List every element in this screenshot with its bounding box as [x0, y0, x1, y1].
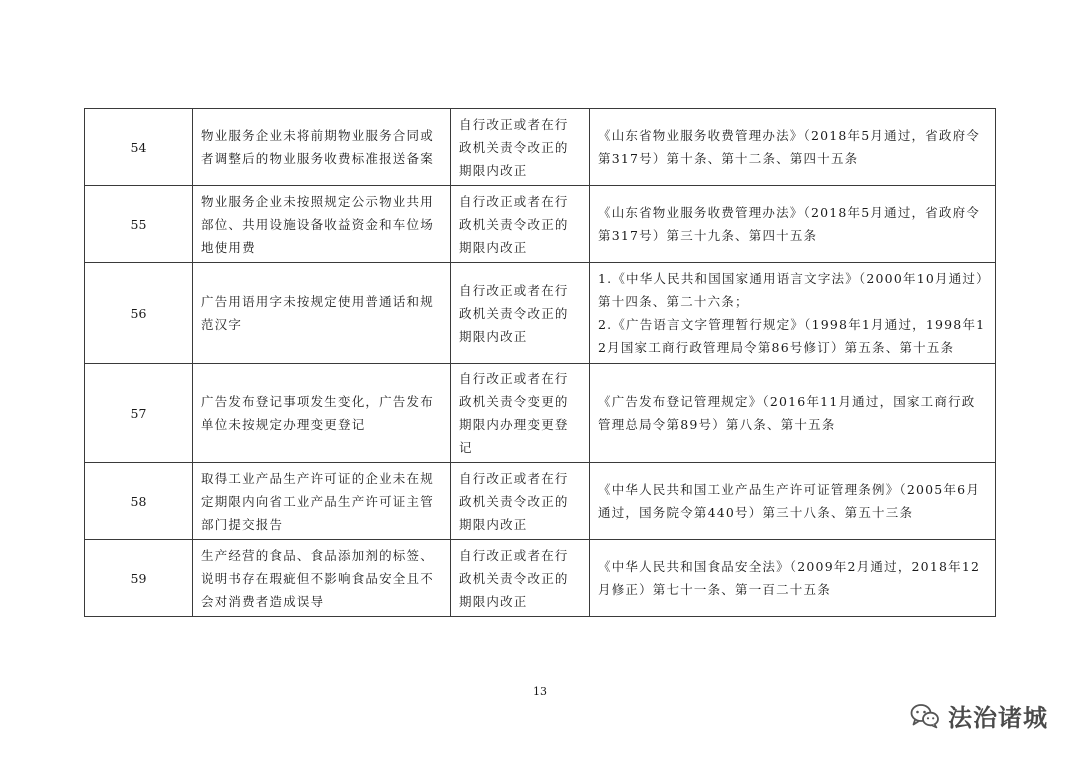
violation-description: 生产经营的食品、食品添加剂的标签、说明书存在瑕疵但不影响食品安全且不会对消费者造成误导 — [193, 540, 451, 617]
violation-description: 广告用语用字未按规定使用普通话和规范汉字 — [193, 263, 451, 364]
correction-measure: 自行改正或者在行政机关责令改正的期限内改正 — [451, 263, 590, 364]
legal-basis-line: 《山东省物业服务收费管理办法》（2018年5月通过，省政府令第317号）第十条、第十二条、第四十五条 — [598, 128, 981, 166]
table-row — [85, 263, 996, 364]
row-number: 54 — [85, 109, 193, 186]
violation-description: 物业服务企业未按照规定公示物业共用部位、共用设施设备收益资金和车位场地使用费 — [193, 186, 451, 263]
legal-basis — [590, 540, 996, 617]
page-number: 13 — [533, 685, 547, 698]
legal-basis — [590, 109, 996, 186]
row-number: 58 — [85, 463, 193, 540]
correction-measure: 自行改正或者在行政机关责令变更的期限内办理变更登记 — [451, 364, 590, 463]
table-row — [85, 109, 996, 186]
table-row — [85, 364, 996, 463]
row-number: 55 — [85, 186, 193, 263]
wechat-icon — [910, 703, 940, 729]
legal-basis-line: 《广告发布登记管理规定》（2016年11月通过，国家工商行政管理总局令第89号）第八条、第十五条 — [598, 394, 976, 432]
legal-basis — [590, 263, 996, 364]
watermark-text: 法治诸城 — [948, 704, 1048, 732]
legal-basis — [590, 186, 996, 263]
table-row — [85, 463, 996, 540]
violation-description: 取得工业产品生产许可证的企业未在规定期限内向省工业产品生产许可证主管部门提交报告 — [193, 463, 451, 540]
violation-description: 物业服务企业未将前期物业服务合同或者调整后的物业服务收费标准报送备案 — [193, 109, 451, 186]
document-table — [84, 108, 996, 617]
legal-basis — [590, 463, 996, 540]
correction-measure: 自行改正或者在行政机关责令改正的期限内改正 — [451, 463, 590, 540]
violation-description: 广告发布登记事项发生变化，广告发布单位未按规定办理变更登记 — [193, 364, 451, 463]
table-row — [85, 540, 996, 617]
watermark — [910, 698, 1048, 733]
correction-measure: 自行改正或者在行政机关责令改正的期限内改正 — [451, 540, 590, 617]
legal-basis-line: 1.《中华人民共和国国家通用语言文字法》（2000年10月通过）第十四条、第二十六条； — [598, 271, 984, 309]
legal-basis-line: 《山东省物业服务收费管理办法》（2018年5月通过，省政府令第317号）第三十九条、第四十五条 — [598, 205, 981, 243]
legal-basis-line: 《中华人民共和国工业产品生产许可证管理条例》（2005年6月通过，国务院令第440号）第三十八条、第五十三条 — [598, 482, 981, 520]
row-number: 59 — [85, 540, 193, 617]
legal-basis-line: 《中华人民共和国食品安全法》（2009年2月通过，2018年12月修正）第七十一条、第一百二十五条 — [598, 559, 981, 597]
row-number: 56 — [85, 263, 193, 364]
row-number: 57 — [85, 364, 193, 463]
correction-measure: 自行改正或者在行政机关责令改正的期限内改正 — [451, 186, 590, 263]
legal-basis-line: 2.《广告语言文字管理暂行规定》（1998年1月通过，1998年12月国家工商行政管理局令第86号修订）第五条、第十五条 — [598, 317, 986, 355]
legal-basis — [590, 364, 996, 463]
table-row — [85, 186, 996, 263]
correction-measure: 自行改正或者在行政机关责令改正的期限内改正 — [451, 109, 590, 186]
